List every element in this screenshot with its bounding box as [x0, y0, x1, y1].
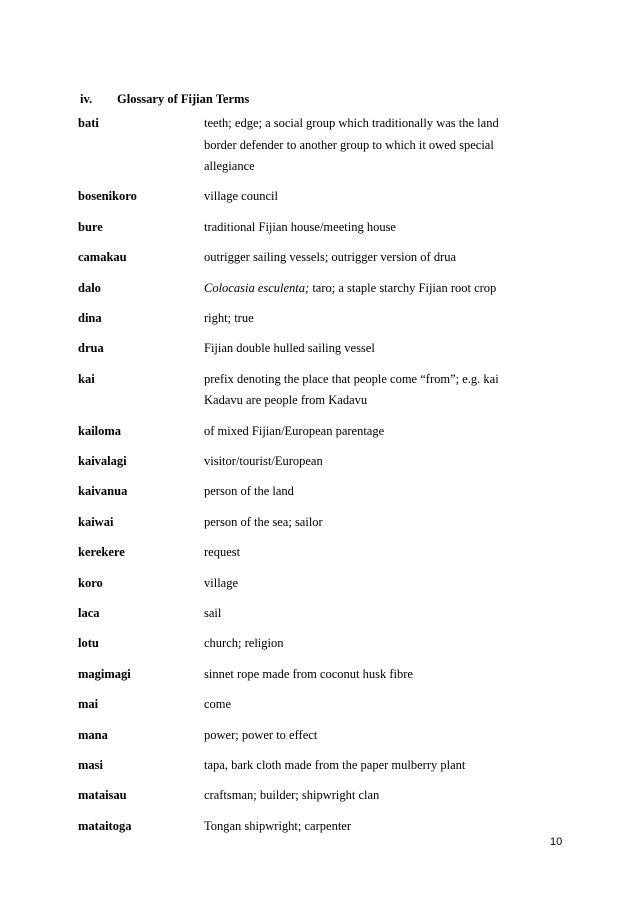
section-title: Glossary of Fijian Terms — [117, 92, 250, 106]
glossary-term: bure — [78, 219, 103, 234]
glossary-definition: village council — [204, 189, 278, 204]
glossary-entry — [78, 603, 528, 625]
section-number: iv. — [80, 92, 93, 106]
glossary-definition: person of the land — [204, 484, 294, 499]
glossary-entry — [78, 113, 528, 178]
glossary-term: bosenikoro — [78, 189, 137, 204]
glossary-definition — [204, 278, 528, 300]
glossary-definition: of mixed Fijian/European parentage — [204, 423, 385, 438]
glossary-definition: sail — [204, 605, 222, 620]
glossary-definition — [204, 369, 528, 412]
glossary-entry — [78, 664, 528, 686]
glossary-term: mataitoga — [78, 818, 132, 833]
glossary-definition: village — [204, 575, 239, 590]
definition-line: border defender to another group to which it owed special — [204, 137, 494, 152]
glossary-list — [78, 113, 528, 846]
definition-line: Kadavu are people from Kadavu — [204, 393, 368, 408]
glossary-entry — [78, 785, 528, 807]
glossary-entry — [78, 338, 528, 360]
glossary-term: lotu — [78, 636, 99, 651]
glossary-term: mai — [78, 697, 99, 712]
glossary-definition: person of the sea; sailor — [204, 514, 323, 529]
glossary-term: laca — [78, 605, 100, 620]
scientific-name: Colocasia esculenta; — [204, 280, 310, 295]
definition-line: prefix denoting the place that people come “from”; e.g. kai — [204, 371, 499, 386]
glossary-term: dina — [78, 310, 102, 325]
glossary-entry — [78, 481, 528, 503]
page-number: 10 — [550, 836, 563, 848]
glossary-term: kailoma — [78, 423, 122, 438]
glossary-entry — [78, 421, 528, 443]
glossary-definition: tapa, bark cloth made from the paper mulberry plant — [204, 757, 466, 772]
glossary-entry — [78, 816, 528, 838]
glossary-entry — [78, 217, 528, 239]
section-heading — [80, 90, 249, 108]
glossary-term: bati — [78, 116, 99, 130]
glossary-entry — [78, 512, 528, 534]
glossary-entry — [78, 278, 528, 300]
glossary-definition: church; religion — [204, 636, 284, 651]
glossary-term: magimagi — [78, 666, 131, 681]
glossary-entry — [78, 755, 528, 777]
glossary-definition: Fijian double hulled sailing vessel — [204, 341, 375, 356]
glossary-term: kaivanua — [78, 484, 128, 499]
definition-line: teeth; edge; a social group which traditionally was the land — [204, 116, 499, 130]
glossary-term: masi — [78, 757, 103, 772]
glossary-term: kai — [78, 371, 95, 386]
glossary-definition: request — [204, 545, 241, 560]
glossary-entry — [78, 308, 528, 330]
glossary-entry — [78, 247, 528, 269]
definition-line: allegiance — [204, 159, 255, 173]
glossary-entry — [78, 694, 528, 716]
glossary-entry — [78, 369, 528, 412]
glossary-entry — [78, 573, 528, 595]
glossary-term: koro — [78, 575, 103, 590]
glossary-definition: come — [204, 697, 232, 712]
glossary-entry — [78, 542, 528, 564]
glossary-definition: Tongan shipwright; carpenter — [204, 818, 351, 833]
glossary-entry — [78, 451, 528, 473]
glossary-entry — [78, 186, 528, 208]
glossary-definition — [204, 113, 528, 178]
glossary-term: camakau — [78, 250, 127, 265]
glossary-term: mataisau — [78, 788, 127, 803]
glossary-definition: sinnet rope made from coconut husk fibre — [204, 666, 413, 681]
glossary-term: kaiwai — [78, 514, 114, 529]
glossary-term: dalo — [78, 280, 101, 295]
glossary-term: kaivalagi — [78, 454, 127, 469]
glossary-entry — [78, 633, 528, 655]
glossary-definition: power; power to effect — [204, 727, 318, 742]
glossary-term: kerekere — [78, 545, 125, 560]
glossary-definition: right; true — [204, 310, 254, 325]
glossary-definition: craftsman; builder; shipwright clan — [204, 788, 380, 803]
definition-text: taro; a staple starchy Fijian root crop — [309, 280, 497, 295]
glossary-definition: outrigger sailing vessels; outrigger version of drua — [204, 250, 457, 265]
glossary-term: drua — [78, 341, 104, 356]
glossary-definition: visitor/tourist/European — [204, 454, 323, 469]
glossary-term: mana — [78, 727, 108, 742]
glossary-definition: traditional Fijian house/meeting house — [204, 219, 396, 234]
glossary-entry — [78, 725, 528, 747]
